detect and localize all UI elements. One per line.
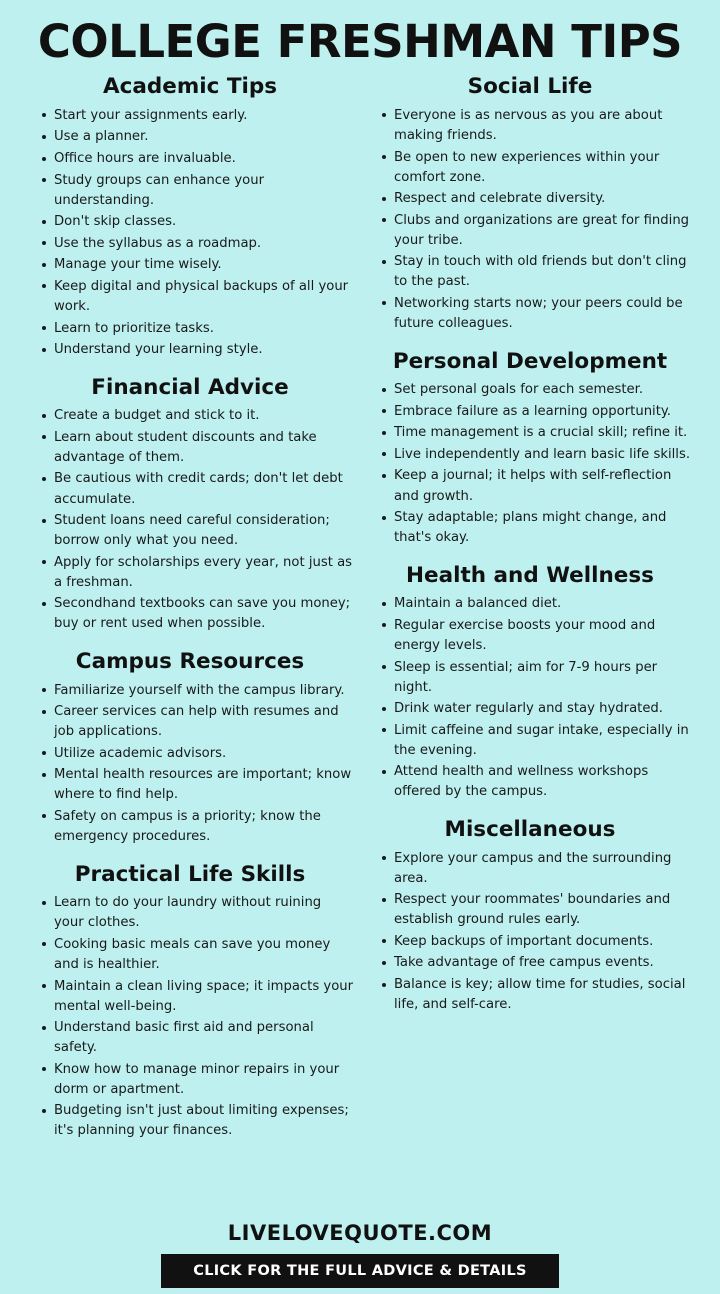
list-item: Limit caffeine and sugar intake, especially in the evening. — [382, 721, 694, 761]
list-item: Respect your roommates' boundaries and establish ground rules early. — [382, 890, 694, 930]
section — [366, 350, 694, 550]
column-left — [26, 75, 354, 1157]
list-item: Embrace failure as a learning opportunity. — [382, 402, 694, 422]
list-item: Understand basic first aid and personal safety. — [42, 1018, 354, 1058]
section-heading: Financial Advice — [91, 374, 289, 400]
list-item: Maintain a clean living space; it impacts your mental well-being. — [42, 977, 354, 1017]
page-title: COLLEGE FRESHMAN TIPS — [37, 15, 683, 68]
list-item: Stay adaptable; plans might change, and that's okay. — [382, 508, 694, 548]
list-item: Know how to manage minor repairs in your dorm or apartment. — [42, 1060, 354, 1100]
list-item: Set personal goals for each semester. — [382, 380, 694, 400]
section-heading: Health and Wellness — [406, 562, 654, 588]
section-heading: Miscellaneous — [444, 816, 616, 842]
list-item: Keep digital and physical backups of all your work. — [42, 277, 354, 317]
list-item: Use the syllabus as a roadmap. — [42, 234, 354, 254]
site-name: LIVELOVEQUOTE.COM — [227, 1221, 493, 1245]
section — [26, 376, 354, 636]
list-item: Student loans need careful consideration; borrow only what you need. — [42, 511, 354, 551]
section-heading: Campus Resources — [75, 648, 305, 674]
tips-list — [26, 893, 354, 1141]
section-heading: Personal Development — [392, 348, 668, 374]
list-item: Understand your learning style. — [42, 340, 354, 360]
section — [26, 650, 354, 849]
list-item: Keep backups of important documents. — [382, 932, 694, 952]
section-heading: Practical Life Skills — [74, 861, 306, 887]
tips-list — [26, 681, 354, 848]
tips-list — [366, 594, 694, 802]
list-item: Secondhand textbooks can save you money; buy or rent used when possible. — [42, 594, 354, 634]
list-item: Utilize academic advisors. — [42, 744, 354, 764]
list-item: Regular exercise boosts your mood and energy levels. — [382, 616, 694, 656]
list-item: Attend health and wellness workshops offered by the campus. — [382, 762, 694, 802]
list-item: Take advantage of free campus events. — [382, 953, 694, 973]
list-item: Maintain a balanced diet. — [382, 594, 694, 614]
list-item: Use a planner. — [42, 127, 354, 147]
list-item: Sleep is essential; aim for 7-9 hours per night. — [382, 658, 694, 698]
tips-list — [26, 106, 354, 360]
list-item: Networking starts now; your peers could be future colleagues. — [382, 294, 694, 334]
section-heading: Social Life — [467, 74, 593, 100]
tips-list — [366, 849, 694, 1016]
tips-list — [366, 380, 694, 548]
list-item: Keep a journal; it helps with self-reflection and growth. — [382, 466, 694, 506]
list-item: Learn to prioritize tasks. — [42, 319, 354, 339]
section — [366, 818, 694, 1017]
list-item: Be cautious with credit cards; don't let debt accumulate. — [42, 469, 354, 509]
list-item: Learn about student discounts and take advantage of them. — [42, 428, 354, 468]
content-columns — [14, 75, 706, 1157]
list-item: Live independently and learn basic life skills. — [382, 445, 694, 465]
cta-button[interactable]: CLICK FOR THE FULL ADVICE & DETAILS — [161, 1254, 559, 1288]
list-item: Balance is key; allow time for studies, social life, and self-care. — [382, 975, 694, 1015]
list-item: Drink water regularly and stay hydrated. — [382, 699, 694, 719]
footer — [0, 1221, 720, 1294]
section — [366, 564, 694, 804]
list-item: Start your assignments early. — [42, 106, 354, 126]
list-item: Be open to new experiences within your comfort zone. — [382, 148, 694, 188]
list-item: Don't skip classes. — [42, 212, 354, 232]
section — [26, 863, 354, 1143]
list-item: Mental health resources are important; know where to find help. — [42, 765, 354, 805]
section-heading: Academic Tips — [102, 74, 278, 100]
list-item: Time management is a crucial skill; refine it. — [382, 423, 694, 443]
list-item: Everyone is as nervous as you are about making friends. — [382, 106, 694, 146]
tips-list — [26, 406, 354, 634]
list-item: Familiarize yourself with the campus library. — [42, 681, 354, 701]
list-item: Learn to do your laundry without ruining your clothes. — [42, 893, 354, 933]
column-right — [366, 75, 694, 1030]
list-item: Cooking basic meals can save you money and is healthier. — [42, 935, 354, 975]
list-item: Safety on campus is a priority; know the emergency procedures. — [42, 807, 354, 847]
bottom-spacer — [14, 1157, 706, 1231]
list-item: Stay in touch with old friends but don't cling to the past. — [382, 252, 694, 292]
tips-list — [366, 106, 694, 334]
list-item: Budgeting isn't just about limiting expenses; it's planning your finances. — [42, 1101, 354, 1141]
list-item: Study groups can enhance your understanding. — [42, 171, 354, 211]
list-item: Create a budget and stick to it. — [42, 406, 354, 426]
list-item: Apply for scholarships every year, not just as a freshman. — [42, 553, 354, 593]
list-item: Clubs and organizations are great for finding your tribe. — [382, 211, 694, 251]
list-item: Respect and celebrate diversity. — [382, 189, 694, 209]
section — [366, 75, 694, 335]
section — [26, 75, 354, 361]
list-item: Manage your time wisely. — [42, 255, 354, 275]
list-item: Office hours are invaluable. — [42, 149, 354, 169]
list-item: Career services can help with resumes and job applications. — [42, 702, 354, 742]
list-item: Explore your campus and the surrounding area. — [382, 849, 694, 889]
